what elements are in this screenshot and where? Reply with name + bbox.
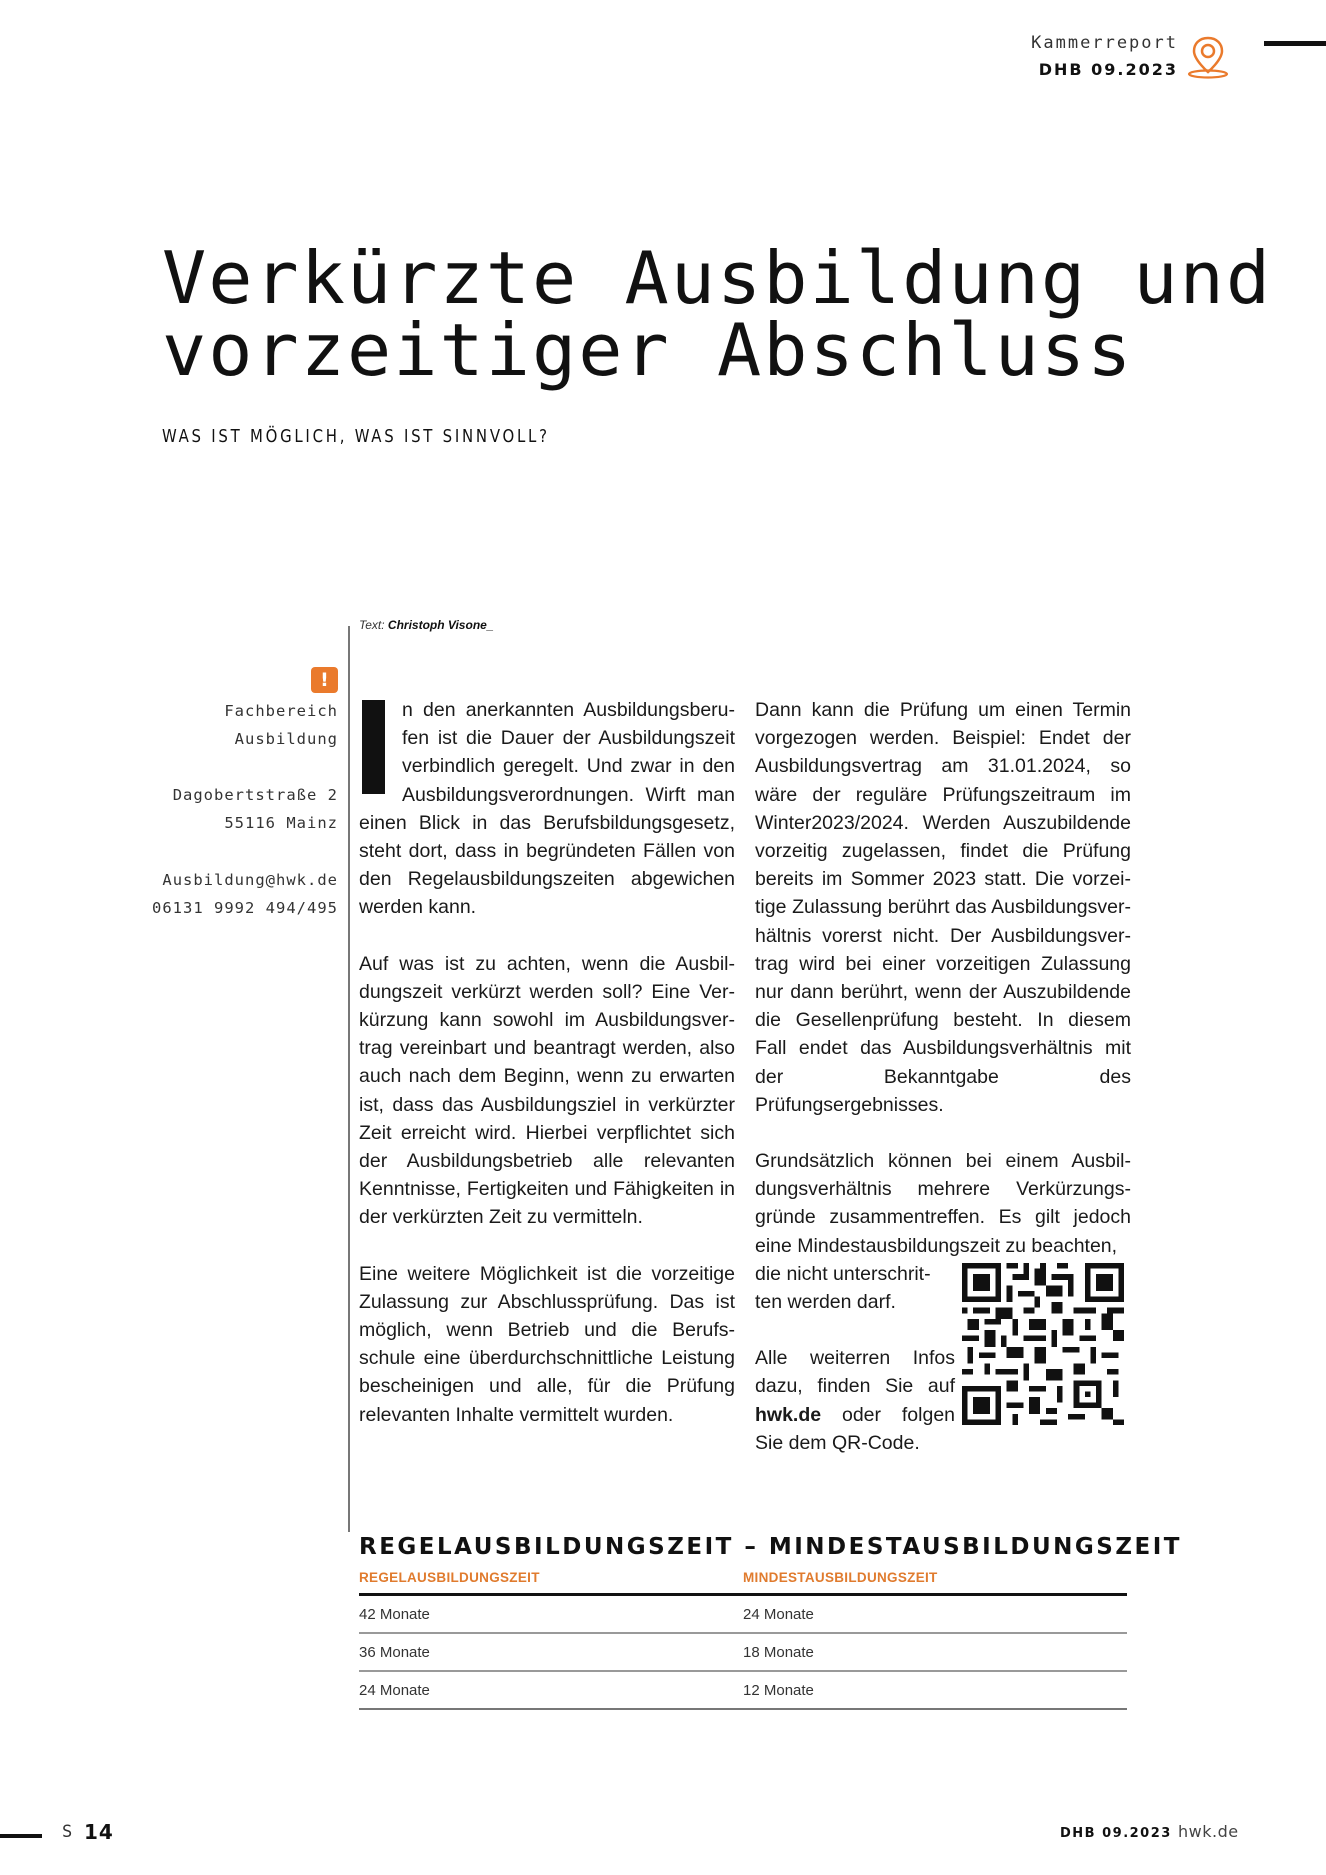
title-line-1: Verkürzte Ausbildung und — [162, 236, 1273, 320]
hwk-link[interactable]: hwk.de — [755, 1403, 822, 1426]
paragraph-2: Auf was ist zu achten, wenn die Ausbildungszeit verkürzt werden soll? Eine Verkürzung kann sowohl im Ausbildungsvertrag vereinbart und beantragt werden, also auch nach dem Beginn, wenn zu erwarten ist, dass das Ausbildungsziel in verkürzter Zeit erreicht wird. Hierbei verpflichtet sich der Ausbildungsbetrieb alle relevanten Kenntnisse, Fertigkeiten und Fähigkeiten in der verkürzten Zeit zu vermitteln. — [359, 952, 735, 1229]
paragraph-5-text: Grundsätzlich können bei einem Ausbildungsverhältnis mehrere Verkürzungsgründe zusammentreffen. Es gilt jedoch eine Mindestausbildungszeit zu beachten, — [755, 1150, 1131, 1257]
duration-table — [359, 1570, 1127, 1710]
table-row — [359, 1633, 1127, 1671]
byline-label: Text: — [359, 618, 385, 632]
byline-suffix: _ — [486, 618, 494, 632]
header-rule — [1264, 41, 1326, 46]
footer-rule — [0, 1834, 42, 1838]
qr-code-icon[interactable] — [962, 1263, 1124, 1425]
table-header-row — [359, 1570, 1127, 1595]
paragraph-3: Eine weitere Möglichkeit ist die vorzeitige Zulassung zur Abschlussprüfung. Das ist möglich, wenn Betrieb und die Berufsschule eine überdurchschnittliche Leistung bescheinigen und alle, für die Prüfung relevanten Inhalte vermittelt wurden. — [359, 1262, 735, 1426]
dept-line-2: Ausbildung — [234, 730, 338, 748]
paragraph-6-pre: Alle weiterren Infos dazu, finden Sie auf — [755, 1347, 955, 1398]
table-cell: 42 Monate — [359, 1595, 743, 1634]
table-cell: 36 Monate — [359, 1633, 743, 1671]
paragraph-6 — [755, 1344, 955, 1457]
table-row — [359, 1595, 1127, 1634]
sidebar-address — [120, 781, 338, 837]
paragraph-5-end: die nicht unterschritten werden darf. — [755, 1262, 931, 1314]
page-number: 14 — [84, 1820, 114, 1844]
footer-site-link[interactable]: hwk.de — [1178, 1822, 1239, 1841]
page-title — [162, 236, 1304, 392]
body-column-1 — [359, 696, 735, 1457]
byline — [359, 618, 494, 632]
subtitle: WAS IST MÖGLICH, WAS IST SINNVOLL? — [162, 426, 550, 447]
sidebar-contact — [120, 866, 338, 922]
footer-issue: DHB 09.2023 — [1060, 1826, 1172, 1841]
byline-author: Christoph Visone — [387, 618, 487, 632]
dept-line-1: Fachbereich — [224, 702, 338, 720]
section-label: Kammerreport — [1031, 33, 1178, 53]
title-line-2: vorzeitiger Abschluss — [162, 308, 1134, 392]
header-mindestausbildungszeit: MINDESTAUSBILDUNGSZEIT — [743, 1570, 1127, 1595]
paragraph-5 — [755, 1147, 1131, 1260]
paragraph-1-text: n den anerkannten Ausbildungsberufen ist die Dauer der Ausbildungszeit verbindlich geregelt. Und zwar in den Ausbildungsverordnungen. Wirft man einen Blick in das Berufsbildungsgesetz, steht dort, dass in begründeten Fällen von den Regelausbildungszeiten abgewichen werden kann. — [359, 699, 735, 919]
city: 55116 Mainz — [224, 814, 338, 832]
table-row — [359, 1671, 1127, 1709]
table-cell: 24 Monate — [359, 1671, 743, 1709]
header-regelausbildungszeit: REGELAUSBILDUNGSZEIT — [359, 1570, 743, 1595]
phone-number: 06131 9992 494/495 — [152, 899, 338, 917]
exclamation-icon: ! — [311, 667, 338, 693]
email-link[interactable]: Ausbildung@hwk.de — [162, 871, 338, 889]
table-cell: 18 Monate — [743, 1633, 1127, 1671]
paragraph-6-post: oder folgen Sie dem QR-Code. — [755, 1403, 956, 1454]
drop-cap — [362, 700, 385, 794]
page-prefix: S — [62, 1822, 73, 1842]
table-cell: 12 Monate — [743, 1671, 1127, 1709]
sidebar-department — [120, 697, 338, 753]
column-divider — [348, 626, 350, 1532]
issue-label: DHB 09.2023 — [1038, 60, 1178, 79]
map-pin-icon — [1186, 34, 1230, 80]
street: Dagobertstraße 2 — [172, 786, 338, 804]
table-cell: 24 Monate — [743, 1595, 1127, 1634]
table-title: REGELAUSBILDUNGSZEIT – MINDESTAUSBILDUNGSZEIT — [359, 1534, 1182, 1560]
paragraph-4: Dann kann die Prüfung um einen Termin vorgezogen werden. Beispiel: Endet der Ausbildungsvertrag am 31.01.2024, so wäre der reguläre Prüfungszeitraum im Winter2023/2024. Werden Auszubildende vorzeitig zugelassen, findet die Prüfung bereits im Sommer 2023 statt. Die vorzeitige Zulassung berührt das Ausbildungsverhältnis vorerst nicht. Der Ausbildungsvertrag wird bei einer vorzeitigen Zulassung nur dann berührt, wenn der Auszubildende die Gesellenprüfung besteht. In diesem Fall endet das Ausbildungsverhältnis mit der Bekanntgabe des Prüfungsergebnisses. — [755, 699, 1131, 1116]
paragraph-1 — [359, 696, 735, 922]
